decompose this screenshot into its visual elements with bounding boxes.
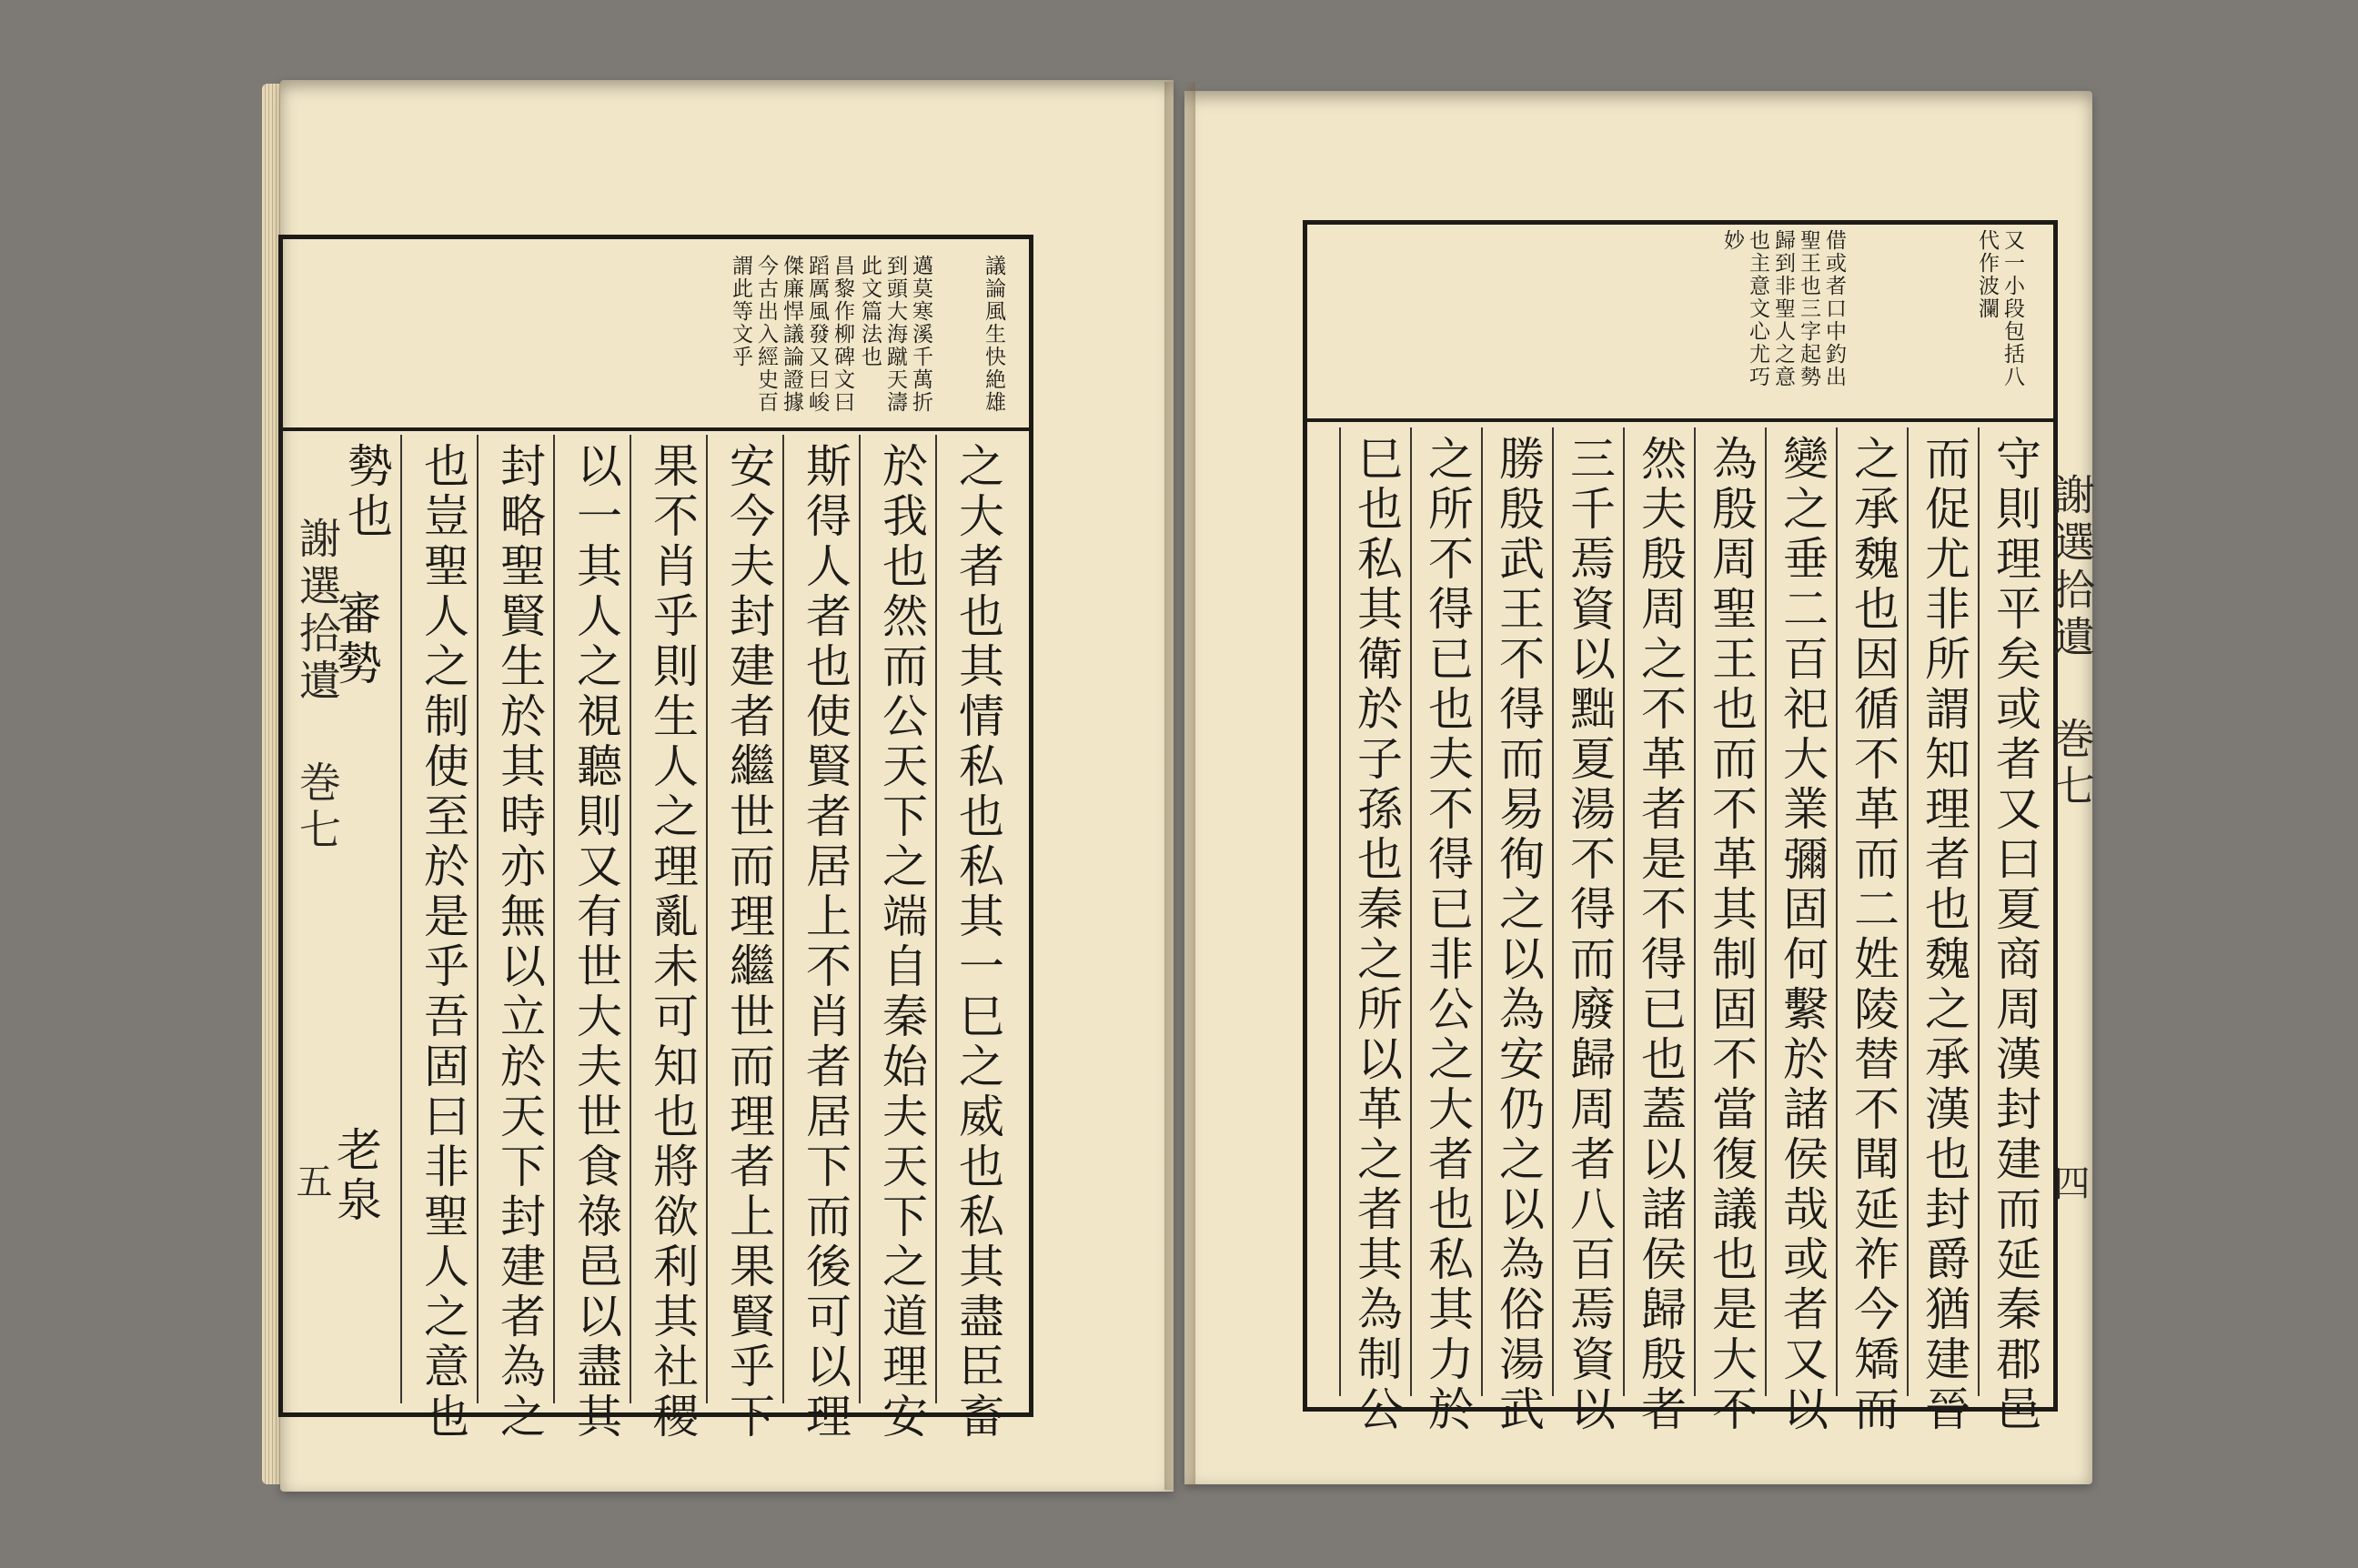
column-rule: [1339, 427, 1341, 1396]
left-headnote-line: 謂此等文乎: [729, 255, 752, 368]
right-text-column: 之所不得已也夫不得已非公之大者也私其力於: [1421, 435, 1474, 1435]
section-title: 審勢: [329, 589, 382, 689]
right-folio: 四: [2048, 1164, 2090, 1201]
right-margin-title: 謝選拾遺 巻七: [2047, 473, 2096, 811]
column-rule: [1623, 427, 1625, 1396]
left-text-column: 於我也然而公天下之端自秦始夫天下之道理安: [875, 442, 928, 1442]
column-rule: [1907, 427, 1909, 1396]
column-rule: [1694, 427, 1696, 1396]
left-headnote-line: 蹈厲風發又曰峻: [805, 255, 829, 414]
right-text-column: 而促尤非所謂知理者也魏之承漢也封爵猶建晉: [1918, 435, 1970, 1435]
column-rule: [859, 435, 861, 1403]
left-headnote-rule: [278, 427, 1033, 431]
author-name: 老泉: [329, 1126, 382, 1226]
right-headnote-line: 妙: [1720, 229, 1744, 252]
right-text-column: 然夫殷周之不革者是不得已也蓋以諸侯歸殷者: [1634, 435, 1687, 1435]
column-rule: [630, 435, 631, 1403]
column-rule: [1481, 427, 1483, 1396]
left-headnote-line: 此文篇法也: [858, 255, 882, 368]
column-rule: [935, 435, 937, 1403]
right-headnote-line: 又一小段包括八: [2000, 229, 2024, 388]
left-headnote-line: 邁莫寒溪千萬折: [909, 255, 932, 414]
left-page: [280, 80, 1174, 1492]
column-rule: [477, 435, 479, 1403]
left-margin-title: 謝選拾遺 巻七: [293, 517, 342, 855]
left-headnote-line: 今古出入經史百: [754, 255, 778, 414]
right-headnote-line: 聖王也三字起勢: [1797, 229, 1820, 388]
left-text-column: 以一其人之視聽則又有世大夫世食祿邑以盡其: [569, 442, 622, 1442]
column-rule: [553, 435, 555, 1403]
right-text-column: 守則理平矣或者又曰夏商周漢封建而延秦郡邑: [1989, 435, 2041, 1435]
right-text-column: 三千焉資以黜夏湯不得而廢歸周者八百焉資以: [1563, 435, 1616, 1435]
right-headnote-line: 歸到非聖人之意: [1771, 229, 1795, 388]
left-headnote-line: 傑廉悍議論證據: [780, 255, 803, 414]
right-text-column: 之承魏也因循不革而二姓陵替不聞延祚今矯而: [1847, 435, 1900, 1435]
right-text-column: 勝殷武王不得而易徇之以為安仍之以為俗湯武: [1492, 435, 1545, 1435]
left-folio: 五: [290, 1162, 332, 1199]
right-page: [1184, 91, 2096, 1484]
right-text-column: 變之垂二百祀大業彌固何繫於諸侯哉或者又以: [1776, 435, 1829, 1435]
right-headnote-line: 借或者口中釣出: [1822, 229, 1846, 388]
column-rule: [1978, 427, 1980, 1396]
column-rule: [1552, 427, 1554, 1396]
column-rule: [706, 435, 708, 1403]
column-rule: [400, 435, 402, 1403]
left-text-column: 果不肖乎則生人之理亂未可知也將欲利其社稷: [646, 442, 699, 1442]
left-text-column: 安今夫封建者繼世而理繼世而理者上果賢乎下: [722, 442, 775, 1442]
right-headnote-line: 也主意文心尤巧: [1746, 229, 1769, 388]
right-headnote-line: 代作波瀾: [1975, 229, 1999, 320]
column-rule: [1410, 427, 1412, 1396]
left-text-column: 封略聖賢生於其時亦無以立於天下封建者為之: [493, 442, 546, 1442]
left-text-column: 也豈聖人之制使至於是乎吾固曰非聖人之意也: [417, 442, 469, 1442]
left-headnote-line: 議論風生快絶雄: [982, 255, 1005, 414]
left-headnote-line: 到頭大海蹴天濤: [883, 255, 907, 414]
column-rule: [782, 435, 784, 1403]
right-headnote-rule: [1303, 418, 2058, 422]
left-headnote-line: 昌黎作柳碑文曰: [831, 255, 854, 414]
column-rule: [1836, 427, 1838, 1396]
left-text-column: 勢也: [340, 442, 393, 542]
right-text-column: 為殷周聖王也而不革其制固不當復議也是大不: [1705, 435, 1758, 1435]
left-text-column: 斯得人者也使賢者居上不肖者居下而後可以理: [799, 442, 852, 1442]
left-text-column: 之大者也其情私也私其一巳之威也私其盡臣畜: [952, 442, 1004, 1442]
right-text-column: 巳也私其衛於子孫也秦之所以革之者其為制公: [1350, 435, 1403, 1435]
column-rule: [1765, 427, 1767, 1396]
book-gutter: [1164, 82, 1195, 1490]
